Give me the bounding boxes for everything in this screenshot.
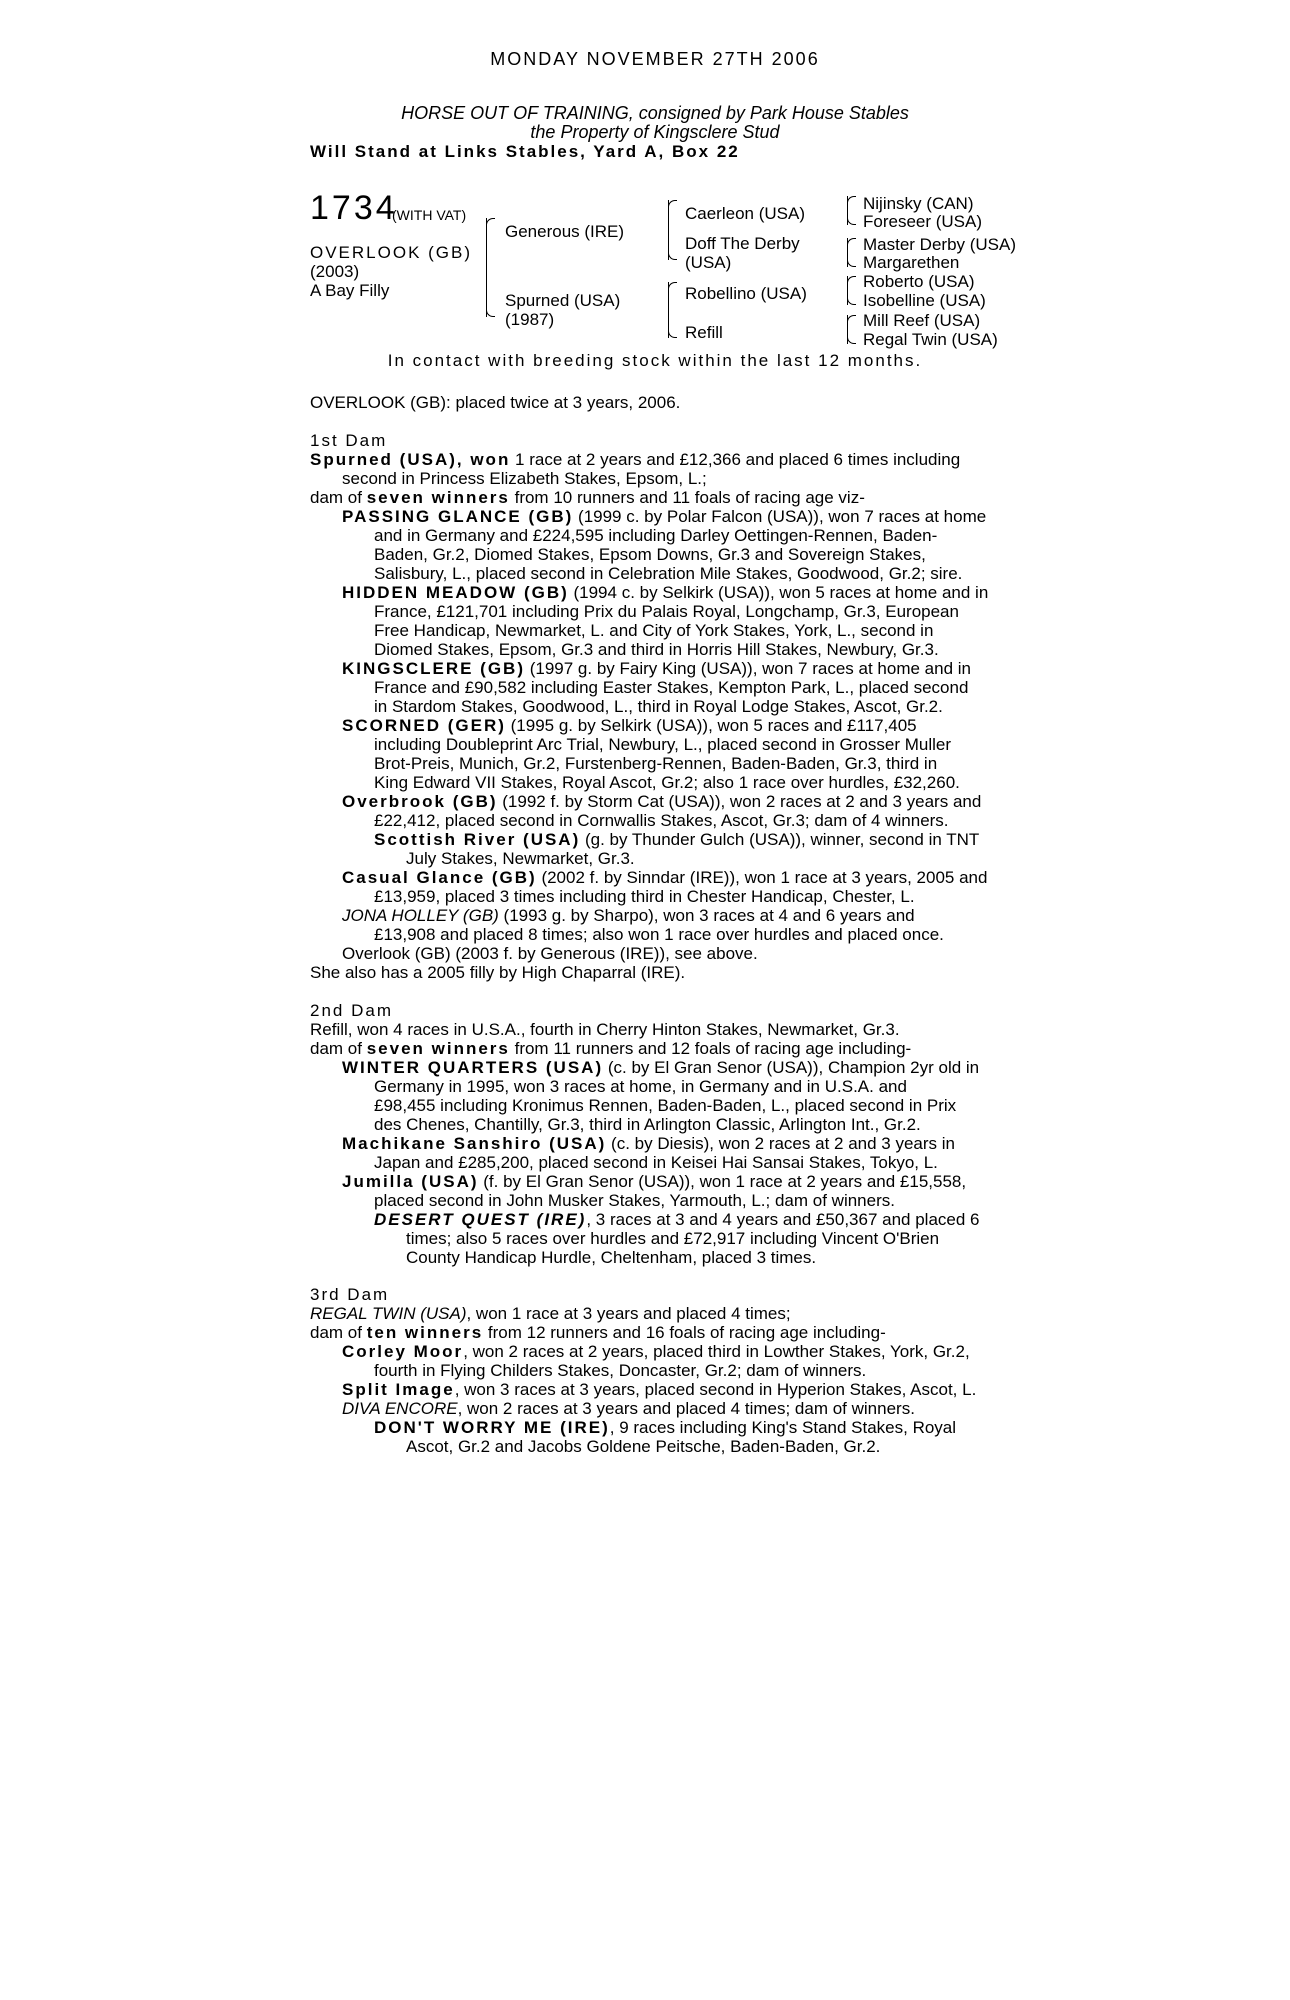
- produce-entry: DIVA ENCORE, won 2 races at 3 years and placed 4 times; dam of winners.: [342, 1399, 915, 1418]
- produce-entry-cont: Salisbury, L., placed second in Celebration Mile Stakes, Goodwood, Gr.2; sire.: [374, 564, 963, 583]
- produce-entry: Machikane Sanshiro (USA) (c. by Diesis), won 2 races at 2 and 3 years in: [342, 1134, 955, 1153]
- pedigree-brace-3a: [847, 196, 848, 225]
- produce-entry: DESERT QUEST (IRE), 3 races at 3 and 4 years and £50,367 and placed 6: [374, 1210, 980, 1229]
- produce-entry: Overbrook (GB) (1992 f. by Storm Cat (USA)), won 2 races at 2 and 3 years and: [342, 792, 982, 811]
- produce-entry: KINGSCLERE (GB) (1997 g. by Fairy King (USA)), won 7 races at home and in: [342, 659, 971, 678]
- produce-entry-cont: des Chenes, Chantilly, Gr.3, third in Arlington Classic, Arlington Int., Gr.2.: [374, 1115, 921, 1134]
- produce-entry: HIDDEN MEADOW (GB) (1994 c. by Selkirk (USA)), won 5 races at home and in: [342, 583, 989, 602]
- produce-entry-cont: Free Handicap, Newmarket, L. and City of York Stakes, York, L., second in: [374, 621, 934, 640]
- produce-entry: SCORNED (GER) (1995 g. by Selkirk (USA)), won 5 races and £117,405: [342, 716, 917, 735]
- second-dam-intro: Refill, won 4 races in U.S.A., fourth in Cherry Hinton Stakes, Newmarket, Gr.3.: [310, 1020, 900, 1039]
- produce-entry: PASSING GLANCE (GB) (1999 c. by Polar Falcon (USA)), won 7 races at home: [342, 507, 987, 526]
- pedigree-ggs-3: Master Derby (USA): [863, 235, 1017, 254]
- sale-date: MONDAY NOVEMBER 27TH 2006: [490, 49, 820, 69]
- first-dam-intro-cont: second in Princess Elizabeth Stakes, Epsom, L.;: [342, 469, 707, 488]
- first-dam-heading: 1st Dam: [310, 431, 388, 450]
- produce-entry-cont: County Handicap Hurdle, Cheltenham, placed 3 times.: [406, 1248, 817, 1267]
- produce-entry-cont: Japan and £285,200, placed second in Keisei Hai Sansai Stakes, Tokyo, L.: [374, 1153, 938, 1172]
- pedigree-ggs-1: Nijinsky (CAN): [863, 194, 974, 213]
- produce-entry-cont: and in Germany and £224,595 including Darley Oettingen-Rennen, Baden-: [374, 526, 938, 545]
- performance-summary: OVERLOOK (GB): placed twice at 3 years, 2006.: [310, 393, 681, 412]
- vat-note: (WITH VAT): [392, 207, 467, 223]
- produce-entry-cont: £13,908 and placed 8 times; also won 1 race over hurdles and placed once.: [374, 925, 944, 944]
- produce-entry-cont: times; also 5 races over hurdles and £72,917 including Vincent O'Brien: [406, 1229, 940, 1248]
- produce-entry: Casual Glance (GB) (2002 f. by Sinndar (IRE)), won 1 race at 3 years, 2005 and: [342, 868, 988, 887]
- pedigree-dam: Spurned (USA): [505, 291, 621, 310]
- produce-entry-cont: £13,959, placed 3 times including third in Chester Handicap, Chester, L.: [374, 887, 915, 906]
- produce-entry: Corley Moor, won 2 races at 2 years, placed third in Lowther Stakes, York, Gr.2,: [342, 1342, 970, 1361]
- produce-entry-cont: Brot-Preis, Munich, Gr.2, Furstenberg-Rennen, Baden-Baden, Gr.3, third in: [374, 754, 938, 773]
- pedigree-brace-3b: [847, 238, 848, 267]
- foaling-year: (2003): [310, 262, 360, 281]
- additional-produce: She also has a 2005 filly by High Chaparral (IRE).: [310, 963, 686, 982]
- first-dam-name: Spurned (USA), won: [310, 450, 511, 469]
- second-dam-heading: 2nd Dam: [310, 1001, 393, 1020]
- produce-entry-cont: £22,412, placed second in Cornwallis Stakes, Ascot, Gr.3; dam of 4 winners.: [374, 811, 949, 830]
- produce-entry-cont: Diomed Stakes, Epsom, Gr.3 and third in Horris Hill Stakes, Newbury, Gr.3.: [374, 640, 939, 659]
- pedigree-brace-1: [486, 218, 487, 317]
- pedigree-brace-3d: [847, 315, 848, 344]
- produce-entry-cont: France and £90,582 including Easter Stakes, Kempton Park, L., placed second: [374, 678, 969, 697]
- produce-entry-cont: Baden, Gr.2, Diomed Stakes, Epsom Downs, Gr.3 and Sovereign Stakes,: [374, 545, 926, 564]
- pedigree-dam-year: (1987): [505, 310, 555, 329]
- third-dam-produce: dam of ten winners from 12 runners and 16 foals of racing age including-: [310, 1323, 886, 1342]
- produce-entry: WINTER QUARTERS (USA) (c. by El Gran Senor (USA)), Champion 2yr old in: [342, 1058, 980, 1077]
- produce-entry-cont: placed second in John Musker Stakes, Yarmouth, L.; dam of winners.: [374, 1191, 895, 1210]
- produce-entry-cont: including Doubleprint Arc Trial, Newbury, L., placed second in Grosser Muller: [374, 735, 952, 754]
- winners-count: seven winners: [366, 488, 510, 507]
- pedigree-brace-2b: [668, 282, 669, 338]
- pedigree-ggs-7: Mill Reef (USA): [863, 311, 981, 330]
- pedigree-ggs-6: Isobelline (USA): [863, 291, 986, 310]
- first-dam-intro: Spurned (USA), won 1 race at 2 years and £12,366 and placed 6 times including: [310, 450, 961, 469]
- pedigree-ggs-5: Roberto (USA): [863, 272, 975, 291]
- produce-entry: Split Image, won 3 races at 3 years, placed second in Hyperion Stakes, Ascot, L.: [342, 1380, 977, 1399]
- horse-description: A Bay Filly: [310, 281, 390, 300]
- produce-entry-cont: King Edward VII Stakes, Royal Ascot, Gr.2; also 1 race over hurdles, £32,260.: [374, 773, 960, 792]
- pedigree-ggs-8: Regal Twin (USA): [863, 330, 998, 349]
- pedigree-sire-dam-country: (USA): [685, 253, 732, 272]
- produce-entry-cont: fourth in Flying Childers Stakes, Doncaster, Gr.2; dam of winners.: [374, 1361, 867, 1380]
- lot-title: HORSE OUT OF TRAINING, consigned by Park House Stables: [401, 103, 909, 123]
- horse-name: OVERLOOK (GB): [310, 243, 473, 262]
- produce-entry-cont: in Stardom Stakes, Goodwood, L., third in Royal Lodge Stakes, Ascot, Gr.2.: [374, 697, 943, 716]
- produce-entry: Overlook (GB) (2003 f. by Generous (IRE)), see above.: [342, 944, 758, 963]
- produce-entry: JONA HOLLEY (GB) (1993 g. by Sharpo), won 3 races at 4 and 6 years and: [342, 906, 915, 925]
- pedigree-dam-dam: Refill: [685, 323, 723, 342]
- property-line: the Property of Kingsclere Stud: [530, 122, 780, 142]
- third-dam-intro: REGAL TWIN (USA), won 1 race at 3 years and placed 4 times;: [310, 1304, 791, 1323]
- produce-entry: DON'T WORRY ME (IRE), 9 races including King's Stand Stakes, Royal: [374, 1418, 957, 1437]
- produce-entry: Scottish River (USA) (g. by Thunder Gulch (USA)), winner, second in TNT: [374, 830, 980, 849]
- pedigree-ggs-4: Margarethen: [863, 253, 960, 272]
- third-dam-heading: 3rd Dam: [310, 1285, 390, 1304]
- produce-entry-cont: Germany in 1995, won 3 races at home, in Germany and in U.S.A. and: [374, 1077, 907, 1096]
- first-dam-produce: dam of seven winners from 10 runners and 11 foals of racing age viz-: [310, 488, 865, 507]
- pedigree-dam-sire: Robellino (USA): [685, 284, 807, 303]
- pedigree-ggs-2: Foreseer (USA): [863, 212, 983, 231]
- pedigree-sire: Generous (IRE): [505, 222, 625, 241]
- stabling-location: Will Stand at Links Stables, Yard A, Box 22: [310, 142, 740, 161]
- produce-entry: Jumilla (USA) (f. by El Gran Senor (USA)), won 1 race at 2 years and £15,558,: [342, 1172, 967, 1191]
- lot-number: 1734: [310, 189, 398, 227]
- breeding-contact-note: In contact with breeding stock within the last 12 months.: [387, 351, 923, 370]
- pedigree-sire-dam: Doff The Derby: [685, 234, 800, 253]
- pedigree-brace-3c: [847, 276, 848, 305]
- pedigree-brace-2a: [668, 200, 669, 260]
- produce-entry-cont: Ascot, Gr.2 and Jacobs Goldene Peitsche, Baden-Baden, Gr.2.: [406, 1437, 881, 1456]
- produce-entry-cont: France, £121,701 including Prix du Palais Royal, Longchamp, Gr.3, European: [374, 602, 959, 621]
- pedigree-sire-sire: Caerleon (USA): [685, 204, 805, 223]
- produce-entry-cont: July Stakes, Newmarket, Gr.3.: [406, 849, 635, 868]
- second-dam-produce: dam of seven winners from 11 runners and 12 foals of racing age including-: [310, 1039, 912, 1058]
- produce-entry-cont: £98,455 including Kronimus Rennen, Baden-Baden, L., placed second in Prix: [374, 1096, 957, 1115]
